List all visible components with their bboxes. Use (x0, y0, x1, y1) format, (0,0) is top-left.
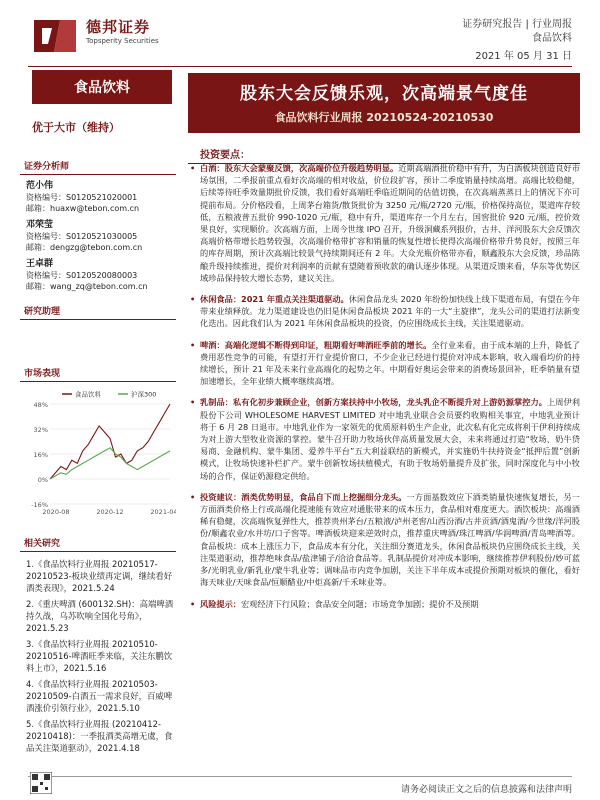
related-item[interactable]: 1.《食品饮料行业周报 20210517-20210523-板块业绩再定调，继续看好酒类表现》，2021.5.24 (26, 559, 173, 593)
analysts-title: 证券分析师 (20, 159, 176, 175)
paragraph-text: 全行业来看，由于成本端的上升，降低了费用恶性竞争的可能，有望打开行业提价窗口，不少企业已经进行提价对冲成本影响，收入端看均价的持续增长，预计 21 年及未来行业高端化的起势之年。中期看好奥运会带来的消费场景回补，旺季销量有望加速增长，全年业绩大概率继续高增。 (200, 339, 580, 387)
risk-lead: 风险提示： (200, 598, 241, 609)
paragraph-text: 近期高端酒批价稳中有升，为白酒板块创造良好市场氛围，二季报前重点看好次高端的相对收益，价位段扩容，预计二季度销量持续高增。高端比较稳健，后续等待旺季效量期批价反馈，我们看好高端旺季临近期间的估值切换，在次高端蒸蒸日上的情况下亦可提前布局。分价格段看，上周茅台箱货/散货批价为 3250 元/瓶/2720 元/瓶，价格保持高位，渠道库存较低，五粮液普五批价 990-1020 元/瓶，稳中有升，渠道库存一个月左右，国窖批价 920 元/瓶，控价效果良好，实现顺价。次高端方面，上周今世缘 IPO 召开，升级洞藏系列报价，古井、洋河股东大会反馈次高端价格带增长趋势较强，次高端价格带扩容和销量的恢复性增长使得次高端价格带升势良好，按照三年的库存周期，预计次高端比较景气持续期间还有 2 年。大众光瓶价格带亦看，顺鑫股东大会反馈，珍品陈酿升级持续推进，提价对利润率的贡献有望随着预收款的确认逐步体现。从渠道反馈来看，华东等优势区域珍品保持较大增长态势，建议关注。 (200, 163, 580, 283)
market-title: 市场表现 (20, 366, 176, 382)
qr-code-icon (30, 772, 52, 794)
paragraph-dairy (188, 396, 580, 481)
x-tick-label: 2020-12 (96, 508, 124, 516)
series-line (50, 404, 170, 479)
analyst-name: 邓荣莹 (26, 220, 54, 230)
report-sector: 食品饮料 (532, 33, 572, 44)
analyst-email[interactable]: 邮箱：dengzg@tebon.com.cn (26, 243, 143, 252)
related-item[interactable]: 5.《食品饮料行业周报 (20210412-20210418)：一季报酒类高增无虞，食品关注渠道驱动》，2021.4.18 (26, 719, 173, 753)
legend-label: 沪深300 (131, 390, 157, 399)
bullet-icon: • (190, 491, 196, 502)
analyst-email[interactable]: 邮箱：huaxw@tebon.com.cn (26, 204, 140, 213)
footer-divider (28, 776, 572, 777)
section-heading: 投资要点： (188, 146, 580, 164)
paragraph-lead: 啤酒：高端化逻辑不断得到印证，粗期看好啤酒旺季前的增长。 (200, 339, 432, 350)
market-chart (20, 386, 176, 526)
sidebar (20, 70, 176, 758)
paragraph-lead: 乳制品：私有化初步兼顾企业，创新方案扶持中小牧场，龙头乳企不断提升对上游奶源掌控力。 (200, 397, 547, 408)
x-tick-label: 2020-08 (42, 508, 70, 516)
company-logo-icon (30, 16, 80, 56)
paragraph-text: 上周伊利股份下公司 WHOLESOME HARVEST LIMITED 对中地乳业联合会员要约收购相关事宜，中地乳业预计将于 6 月 28 日退市。中地乳业作为一家领先的优质原料奶生产企业，此次私有化完成将利于伊利持续成为对上游大型牧业资源的掌控。蒙牛召开助力牧场伙伴高质量发展大会，未来将通过打造“牧场、奶牛贷易商、金融机构、蒙牛集团、爱养牛平台”五大利益联结的新模式，并实施奶牛扶持资金“抵押后置”创新模式，让牧场快速补栏扩产。蒙牛创新牧场扶植模式，有助于牧场奶量提升及扩张，同时深度化与中小牧场的合作，保证奶源稳定供给。 (200, 397, 580, 481)
bullet-icon: • (190, 397, 196, 408)
analyst-email[interactable]: 邮箱：wang_zq@tebon.com.cn (26, 282, 148, 291)
analyst (20, 259, 176, 292)
page-subtitle: 食品饮料行业周报 20210524-20210530 (274, 111, 494, 124)
risk-text: 宏观经济下行风险；食品安全问题；市场竞争加剧；提价不及预期 (240, 598, 479, 609)
bullet-icon: • (190, 294, 196, 305)
company-name: 德邦证券 (86, 18, 151, 36)
bullet-icon: • (190, 339, 196, 350)
series-line (50, 448, 170, 479)
paragraph-advice (188, 491, 580, 589)
x-tick-label: 2021-04 (150, 508, 176, 516)
report-date: 2021 年 05 月 31 日 (475, 51, 572, 62)
analyst (20, 220, 176, 253)
analyst-cert: 资格编号：S0120521030005 (26, 232, 138, 241)
analyst-name: 范小伟 (26, 181, 54, 191)
analyst-name: 王卓群 (26, 259, 54, 269)
related-item[interactable]: 2.《重庆啤酒 (600132.SH)：高端啤酒持久战，乌苏吹响全国化号角》，2021.5.23 (26, 599, 174, 633)
related-title: 相关研究 (20, 536, 176, 552)
report-meta (372, 18, 572, 64)
analyst-cert: 资格编号：S0120521020001 (26, 193, 138, 202)
y-tick-label: 16% (33, 451, 48, 459)
assistant-title: 研究助理 (20, 304, 176, 320)
paragraph-risk (188, 598, 580, 610)
sector-label: 食品饮料 (32, 70, 172, 104)
y-tick-label: 32% (33, 426, 48, 434)
paragraph-beer (188, 339, 580, 388)
page-title: 股东大会反馈乐观，次高端景气度佳 (240, 84, 528, 104)
related-list (20, 558, 176, 754)
paragraph-text: 休闲食品龙头 2020 年纷纷加快线上线下渠道布局，有望在今年带来业绩释放。龙力渠道建设也仍旧是休闲食品板块 2021 年的一大“主旋律”，龙头公司的渠道打法新变化迭出。因此我们认为 2021 年休闲食品板块的投资，仍应围绕成长主线，关注渠道驱动。 (200, 294, 580, 329)
footer-disclaimer: 请务必阅读正文之后的信息披露和法律声明 (400, 785, 572, 795)
header-divider (28, 66, 572, 67)
y-tick-label: 48% (33, 401, 48, 409)
paragraph-lead: 白酒：股东大会蒙聚反馈，次高端价位升级趋势明显。 (200, 163, 399, 173)
paragraph-baijiu (188, 162, 580, 284)
market-chart-svg (20, 386, 176, 526)
bullet-icon: • (190, 598, 196, 609)
report-header (0, 0, 600, 66)
y-tick-label: -16% (31, 501, 48, 509)
paragraph-lead: 休闲食品：2021 年重点关注渠道驱动。 (200, 294, 349, 305)
bullet-icon: • (190, 163, 196, 173)
y-tick-label: 0% (37, 476, 48, 484)
paragraph-snacks (188, 293, 580, 330)
related-item[interactable]: 4.《食品饮料行业周报 20210503-20210509-白酒五一需求良好，百威啤酒涨价引领行业》，2021.5.10 (26, 679, 173, 713)
rating: 优于大市（维持） (32, 121, 120, 134)
paragraph-lead: 投资建议：酒类优势明显，食品自下而上挖掘细分龙头。 (200, 491, 407, 502)
analyst (20, 181, 176, 214)
legend-label: 食品饮料 (75, 390, 101, 399)
analyst-cert: 资格编号：S0120520080003 (26, 271, 138, 280)
paragraph-text: 一方面基数效应下酒类销量快速恢复增长，另一方面酒类价格上行或高端化提速能有效应对通胀带来的成本压力，食品相对难度更大。酒饮板块：高端酒稀有稳健，次高端恢复弹性大，推荐贵州茅台/五粮液/泸州老窖/山西汾酒/古井贡酒/酒鬼酒/今世缘/洋河股份/顺鑫农业/水井坊/口子窖等。啤酒板块迎来逆效时点，推荐重庆啤酒/珠江啤酒/华润啤酒/青岛啤酒等。食品板块：成本上涨压力下，食品成本有分化，关注细分赛道龙头，休闲食品板块仍应围绕成长主线，关注渠道驱动，推荐绝味食品/盐津铺子/洽洽食品等。乳制品提价对冲成本影响，继续推荐伊利股份/妙可蓝多/光明乳业/新乳业/蒙牛乳业等；调味品市内竞争加剧，关注下半年成本或提价预期对板块的催化，看好海天味业/天味食品/恒顺醋业/中炬高新/千禾味业等。 (200, 491, 580, 588)
report-type: 证券研究报告 | 行业周报 (462, 19, 572, 30)
report-footer (0, 770, 600, 800)
related-item[interactable]: 3.《食品饮料行业周报 20210510-20210516-啤酒旺季来临，关注东鹏饮料上市》，2021.5.16 (26, 639, 173, 673)
title-band (188, 73, 580, 133)
main-body (188, 162, 580, 619)
company-name-en: Topsperity Securities (86, 37, 159, 45)
